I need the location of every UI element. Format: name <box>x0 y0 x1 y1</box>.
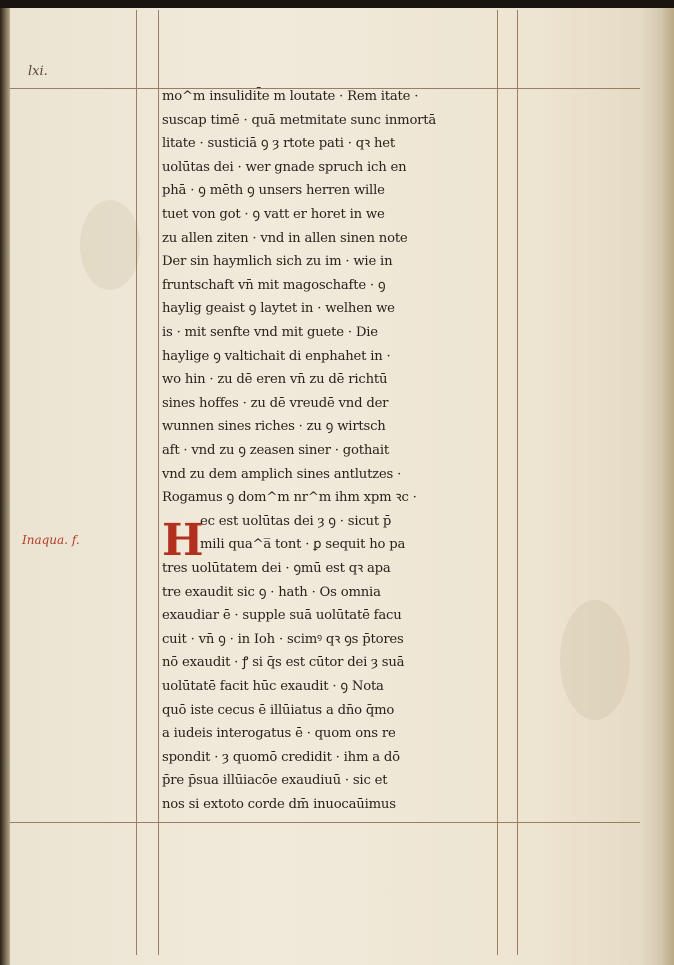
text-line: wo hin · zu dē eren vn̄ zu dē richtū <box>162 372 388 388</box>
text-line: haylig geaist ꝯ laytet in · welhen we <box>162 301 395 317</box>
text-line: tre exaudit sic ꝯ · hath · Os omnia <box>162 584 381 600</box>
text-line: suscap timē · quā metmitate sunc inmortā <box>162 112 437 128</box>
text-line: sines hoffes · zu dē vreudē vnd der <box>162 395 389 411</box>
text-line: cuit · vn̄ ꝯ · in Ioh · scimꝰ qꝛ ꝯs p̄tores <box>162 631 404 647</box>
text-line: Rogamus ꝯ dom^m nr^m ihm xpm ꝛc · <box>162 490 417 506</box>
text-line: exaudiar ē · supple suā uolūtatē facu <box>162 608 402 624</box>
text-line: p̄re p̄sua illūiacōe exaudiuū · sic et <box>162 773 388 789</box>
text-line: aft · vnd zu ꝯ zeasen siner · gothait <box>162 443 389 458</box>
text-line: a iudeis interogatus ē · quom ons re <box>162 726 396 742</box>
text-line: zu allen ziten · vnd in allen sinen note <box>162 230 408 246</box>
text-line: Der sin haymlich sich zu im · wie in <box>162 254 393 270</box>
text-line: quō iste cecus ē illūiatus a dn̄o q̄mo <box>162 702 395 718</box>
text-block <box>162 86 508 824</box>
text-line: tres uolūtatem dei · ꝯmū est qꝛ apa <box>162 561 391 576</box>
page-edge <box>640 0 674 965</box>
text-line: mo^m insulidit̄e m loutate · Rem itate · <box>162 89 419 104</box>
text-line: mili qua^a̅ tont · ꝑ sequit ho pa <box>200 537 406 553</box>
ruling-line-left-inner <box>158 10 159 955</box>
text-line: vnd zu dem amplich sines antlutzes · <box>162 466 402 482</box>
margin-note: Inaqua. f. <box>22 533 80 547</box>
top-edge <box>0 0 674 8</box>
text-line: litate · susticiā ꝯ ȝ rtote pati · qꝛ het <box>162 136 395 152</box>
ruling-line-right-outer <box>517 10 518 955</box>
stain <box>80 200 140 290</box>
text-line: phā · ꝯ mēth ꝯ unsers herren wille <box>162 183 385 199</box>
text-line: ec est uolūtas dei ȝ ꝯ · sicut p̄ <box>200 513 392 529</box>
binding-gutter <box>0 0 10 965</box>
text-line: haylige ꝯ valtichait di enphahet in · <box>162 348 391 364</box>
text-line: nō exaudit · ꝭ si q̄s est cūtor dei ȝ suā <box>162 655 405 671</box>
text-line: spondit · ȝ quomō credidit · ihm a dō <box>162 749 400 765</box>
text-line: nos si extoto corde dm̄ inuocaūimus <box>162 797 396 812</box>
folio-number: lxi. <box>28 64 48 79</box>
ruling-line-left-outer <box>136 10 137 955</box>
text-line: is · mit senfte vnd mit guete · Die <box>162 325 378 340</box>
text-line: uolūtas dei · wer gnade spruch ich en <box>162 159 407 175</box>
decorated-initial: H <box>162 515 204 566</box>
text-line: wunnen sines riches · zu ꝯ wirtsch <box>162 419 386 435</box>
text-line: tuet von got · ꝯ vatt er horet in we <box>162 207 385 222</box>
stain <box>560 600 630 720</box>
text-line: fruntschaft vn̄ mit magoschafte · ꝯ <box>162 277 386 293</box>
text-line: uolūtatē facit hūc exaudit · ꝯ Nota <box>162 679 384 694</box>
